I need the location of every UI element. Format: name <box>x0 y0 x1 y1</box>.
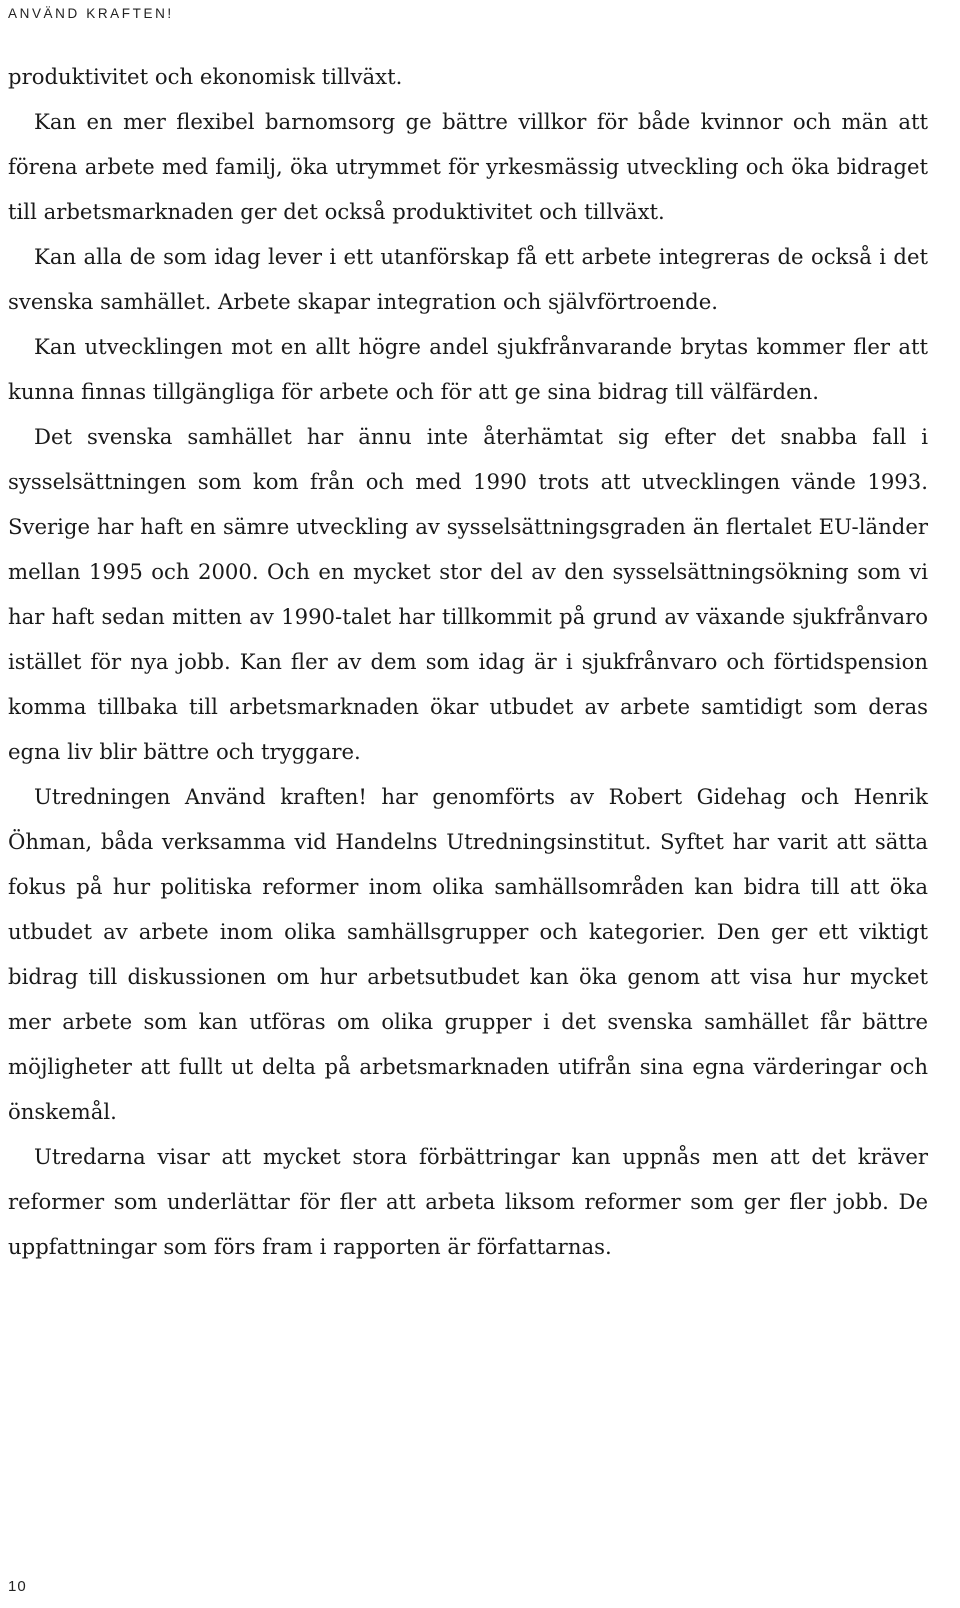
paragraph-3: Kan alla de som idag lever i ett utanförskap få ett arbete integreras de också i det svenska samhället. Arbete skapar integration och självförtroende. <box>8 244 928 314</box>
body-text <box>8 54 928 1269</box>
paragraph-5: Det svenska samhället har ännu inte återhämtat sig efter det snabba fall i sysselsättningen som kom från och med 1990 trots att utvecklingen vände 1993. Sverige har haft en sämre utveckling av sysselsättningsgraden än flertalet EU-länder mellan 1995 och 2000. Och en mycket stor del av den sysselsättningsökning som vi har haft sedan mitten av 1990-talet har tillkommit på grund av växande sjukfrånvaro istället för nya jobb. Kan fler av dem som idag är i sjukfrånvaro och förtidspension komma tillbaka till arbetsmarknaden ökar utbudet av arbete samtidigt som deras egna liv blir bättre och tryggare. <box>8 424 928 764</box>
paragraph-4: Kan utvecklingen mot en allt högre andel sjukfrånvarande brytas kommer fler att kunna finnas tillgängliga för arbete och för att ge sina bidrag till välfärden. <box>8 334 928 404</box>
running-header: ANVÄND KRAFTEN! <box>8 6 174 21</box>
paragraph-1: produktivitet och ekonomisk tillväxt. <box>8 64 403 89</box>
page-number: 10 <box>8 1578 27 1595</box>
paragraph-2: Kan en mer flexibel barnomsorg ge bättre villkor för både kvinnor och män att förena arbete med familj, öka utrymmet för yrkesmässig utveckling och öka bidraget till arbetsmarknaden ger det också produktivitet och tillväxt. <box>8 109 928 224</box>
paragraph-6: Utredningen Använd kraften! har genomförts av Robert Gidehag och Henrik Öhman, båda verksamma vid Handelns Utredningsinstitut. Syftet har varit att sätta fokus på hur politiska reformer inom olika samhällsområden kan bidra till att öka utbudet av arbete inom olika samhällsgrupper och kategorier. Den ger ett viktigt bidrag till diskussionen om hur arbetsutbudet kan öka genom att visa hur mycket mer arbete som kan utföras om olika grupper i det svenska samhället får bättre möjligheter att fullt ut delta på arbetsmarknaden utifrån sina egna värderingar och önskemål. <box>8 784 928 1124</box>
paragraph-7: Utredarna visar att mycket stora förbättringar kan uppnås men att det kräver reformer som underlättar för fler att arbeta liksom reformer som ger fler jobb. De uppfattningar som förs fram i rapporten är författarnas. <box>8 1144 928 1259</box>
